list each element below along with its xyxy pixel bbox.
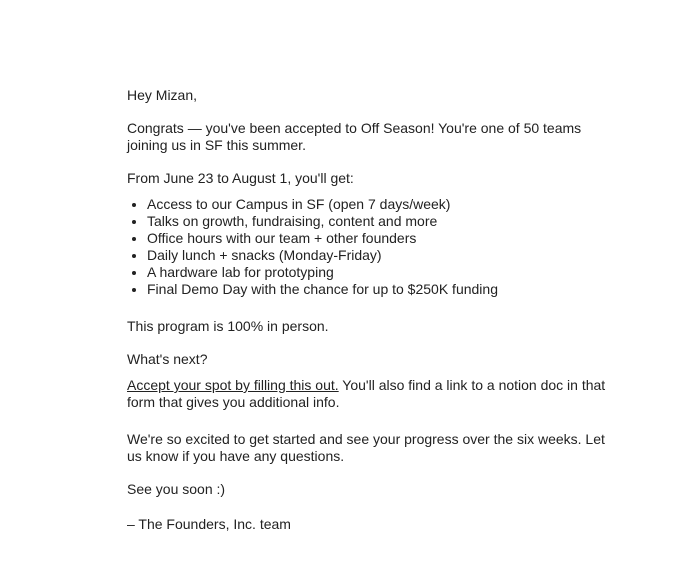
list-item: • Talks on growth, fundraising, content and more	[147, 213, 617, 230]
benefits-intro: From June 23 to August 1, you'll get:	[127, 170, 354, 186]
list-item: • A hardware lab for prototyping	[147, 264, 617, 281]
see-you-line: See you soon :)	[127, 481, 226, 497]
signature: – The Founders, Inc. team	[127, 516, 291, 532]
list-item: • Office hours with our team + other founders	[147, 230, 617, 247]
congrats-paragraph: Congrats — you've been accepted to Off Season! You're one of 50 teams joining us in SF this summer.	[127, 120, 582, 153]
benefits-list	[127, 196, 617, 298]
list-item: • Final Demo Day with the chance for up to $250K funding	[147, 281, 617, 298]
excited-paragraph: We're so excited to get started and see your progress over the six weeks. Let us know if you have any questions.	[127, 431, 605, 464]
in-person-note: This program is 100% in person.	[127, 318, 329, 334]
cta-paragraph	[127, 377, 617, 411]
whats-next-heading: What's next?	[127, 351, 208, 367]
list-item: • Access to our Campus in SF (open 7 days/week)	[147, 196, 617, 213]
list-item: • Daily lunch + snacks (Monday-Friday)	[147, 247, 617, 264]
cta-rest-text: You'll also find a link to a notion doc in that form that gives you additional info.	[127, 377, 606, 410]
accept-spot-link[interactable]: Accept your spot by filling this out.	[127, 377, 339, 393]
email-body	[127, 87, 617, 533]
greeting: Hey Mizan,	[127, 87, 198, 103]
